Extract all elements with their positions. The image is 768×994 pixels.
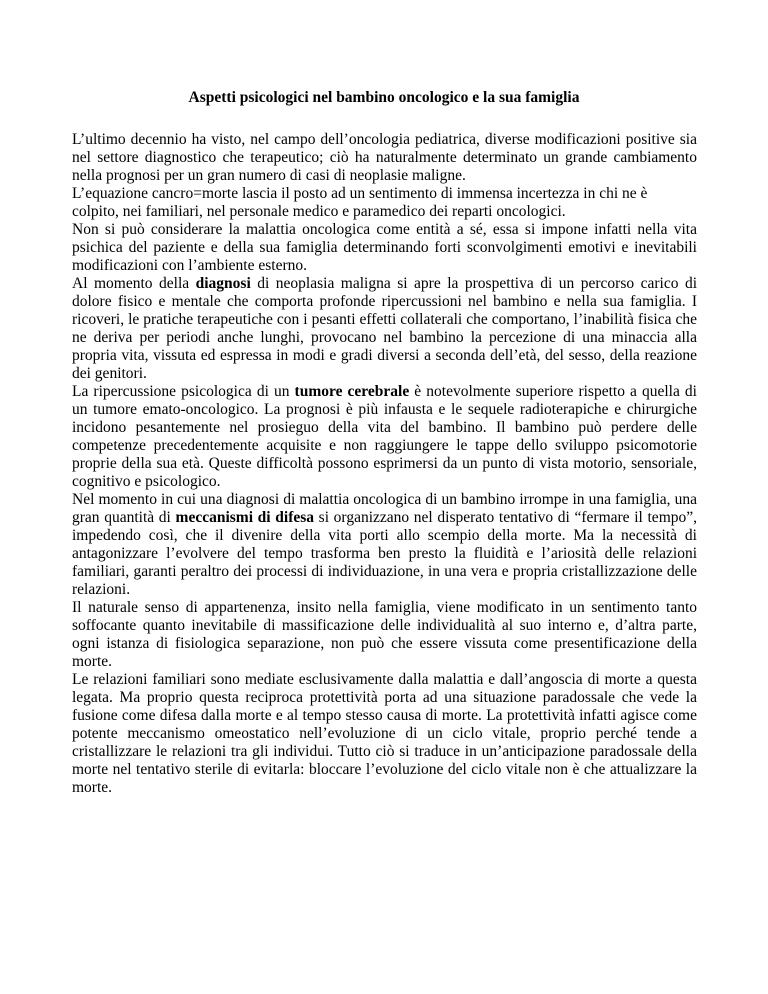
paragraph-text: è notevolmente superiore rispetto a quella di un tumore emato-oncologico. La prognosi è più infausta e le sequele radioterapiche e chirurgiche incidono pesantemente nel prosieguo della vita del bambino. Il bambino può perdere delle competenze precedentemente acquisite e non raggiungere le tappe dello sviluppo psicomotorie proprie della sua età. Queste difficoltà possono esprimersi da un punto di vista motorio, sensoriale, cognitivo e psicologico. bbox=[72, 383, 697, 490]
paragraph-text: L’ultimo decennio ha visto, nel campo dell’oncologia pediatrica, diverse modificazioni positive sia nel settore diagnostico che terapeutico; ciò ha naturalmente determinato un grande cambiamento nella prognosi per un gran numero di casi di neoplasie maligne. bbox=[72, 131, 697, 184]
paragraph-text: di neoplasia maligna si apre la prospettiva di un percorso carico di dolore fisico e mentale che comporta profonde ripercussioni nel bambino e nella sua famiglia. I ricoveri, le pratiche terapeutiche con i pesanti effetti collaterali che comportano, l’inabilità fisica che ne deriva per periodi anche lunghi, provocano nel bambino la percezione di una minaccia alla propria vita, vissuta ed espressa in modi e gradi diversi a seconda dell’età, del sesso, della reazione dei genitori. bbox=[72, 275, 697, 382]
paragraph-text: si organizzano nel disperato tentativo di “fermare il tempo”, impedendo così, che il divenire della vita porti allo scempio della morte. Ma la necessità di antagonizzare l’evolvere del tempo trasforma ben presto la fluidità e l’ariosità delle relazioni familiari, garanti peraltro dei processi di individuazione, in una vera e propria cristallizzazione delle relazioni. bbox=[72, 509, 697, 598]
paragraph-text: Al momento della bbox=[72, 275, 196, 292]
paragraph-4 bbox=[72, 275, 697, 383]
paragraph-3 bbox=[72, 221, 697, 275]
paragraph-7 bbox=[72, 599, 697, 671]
paragraph-text: Il naturale senso di appartenenza, insito nella famiglia, viene modificato in un sentimento tanto soffocante quanto inevitabile di massificazione delle individualità al suo interno e, d’altra parte, ogni istanza di fisiologica separazione, non può che essere vissuta come presentificazione della morte. bbox=[72, 599, 697, 670]
paragraph-text: La ripercussione psicologica di un bbox=[72, 383, 295, 400]
bold-term-tumore-cerebrale: tumore cerebrale bbox=[294, 383, 410, 400]
paragraph-text: Le relazioni familiari sono mediate esclusivamente dalla malattia e dall’angoscia di morte a questa legata. Ma proprio questa reciproca protettività porta ad una situazione paradossale che vede la fusione come difesa dalla morte e al tempo stesso causa di morte. La protettività infatti agisce come potente meccanismo omeostatico nell’evoluzione di un ciclo vitale, proprio perché tende a cristallizzare le relazioni tra gli individui. Tutto ciò si traduce in un’anticipazione paradossale della morte nel tentativo sterile di evitarla: bloccare l’evoluzione del ciclo vitale non è che attualizzare la morte. bbox=[72, 671, 697, 796]
bold-term-meccanismi-di-difesa: meccanismi di difesa bbox=[175, 509, 315, 526]
paragraph-5 bbox=[72, 383, 697, 491]
document-body bbox=[72, 131, 697, 797]
paragraph-text: Non si può considerare la malattia oncologica come entità a sé, essa si impone infatti nella vita psichica del paziente e della sua famiglia determinando forti sconvolgimenti emotivi e inevitabili modificazioni con l’ambiente esterno. bbox=[72, 221, 697, 274]
paragraph-2 bbox=[72, 185, 697, 221]
paragraph-1 bbox=[72, 131, 697, 185]
paragraph-6 bbox=[72, 491, 697, 599]
paragraph-text: L’equazione cancro=morte lascia il posto ad un sentimento di immensa incertezza in chi ne è colpito, nei familiari, nel personale medico e paramedico dei reparti oncologici. bbox=[72, 185, 648, 220]
bold-term-diagnosi: diagnosi bbox=[195, 275, 251, 292]
paragraph-text: Nel momento in cui una diagnosi di malattia oncologica di un bambino irrompe in una famiglia, una gran quantità di bbox=[72, 491, 697, 526]
document-title: Aspetti psicologici nel bambino oncologico e la sua famiglia bbox=[188, 89, 580, 106]
paragraph-8 bbox=[72, 671, 697, 797]
